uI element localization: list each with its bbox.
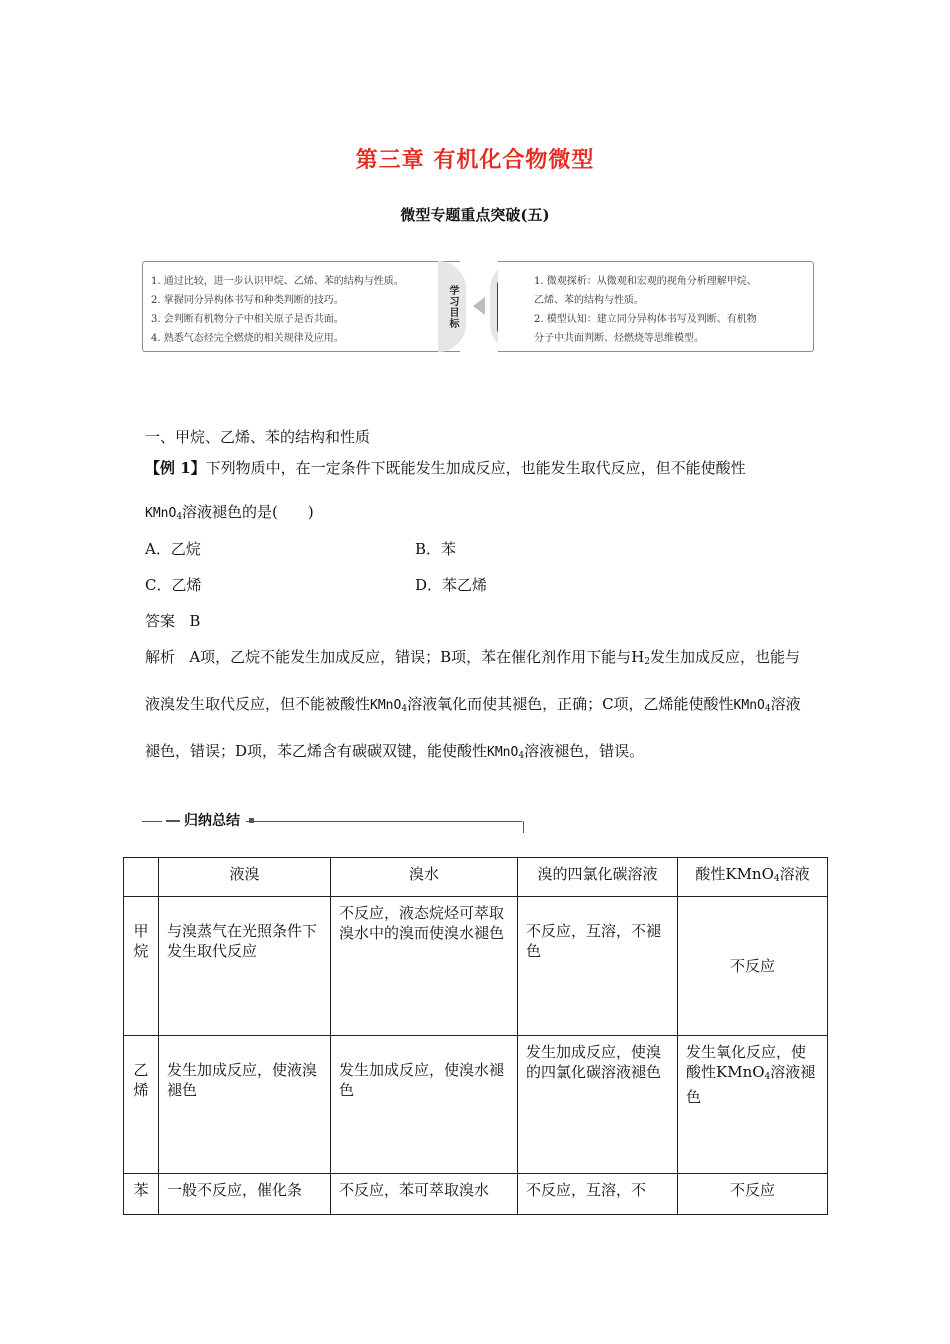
arrow-left-icon [473, 297, 485, 315]
formula-text: KMnO [487, 745, 519, 760]
goal-item: 2. 掌握同分异构体书写和种类判断的技巧。 [151, 295, 344, 306]
table-cell: 发生加成反应，使溴水褪色 [331, 1036, 518, 1174]
table-header-row [124, 858, 828, 897]
option-a: A．乙烷 [145, 540, 201, 558]
formula-subscript: 4 [518, 751, 525, 761]
question-text: 下列物质中，在一定条件下既能发生加成反应，也能发生取代反应，但不能使酸性 [205, 459, 746, 477]
header-text: 酸性KMnO [695, 865, 774, 883]
answer-value: B [189, 612, 201, 630]
formula-subscript: 4 [764, 704, 771, 714]
formula-text: KMnO [370, 698, 402, 713]
table-cell [678, 1036, 828, 1174]
formula-subscript: 4 [176, 512, 183, 522]
cell-text: 溶液褪色 [686, 1063, 816, 1106]
analysis-label: 解析 [145, 648, 176, 666]
example-tag: 【例 1】 [145, 459, 206, 477]
learning-goals-tab-label: 学习目标 [447, 284, 458, 329]
option-c: C．乙烯 [145, 576, 202, 594]
table-header-cell: 溴的四氯化碳溶液 [518, 858, 678, 897]
table-header-cell: 液溴 [159, 858, 331, 897]
analysis-text: A项，乙烷不能发生加成反应，错误；B项，苯在催化剂作用下能与 [189, 648, 632, 666]
example-question [145, 457, 746, 478]
answer-label: 答案 [145, 612, 176, 630]
formula-subscript: 4 [773, 874, 780, 884]
question-text: 溶液褪色的是( ) [182, 503, 314, 521]
table-row [124, 1036, 828, 1174]
row-header: 苯 [124, 1174, 159, 1215]
table-cell: 一般不反应，催化条 [159, 1174, 331, 1215]
table-cell: 发生加成反应，使液溴褪色 [159, 1036, 331, 1174]
section-heading: 一、甲烷、乙烯、苯的结构和性质 [145, 428, 371, 446]
header-text: 溶液 [779, 865, 810, 883]
analysis-text: 发生加成反应，也能与液溴发生取代反应，但不能被酸性 [145, 648, 801, 713]
summary-table [123, 857, 828, 1215]
table-row [124, 897, 828, 1036]
formula-text: H [631, 648, 645, 666]
analysis-paragraph [145, 636, 815, 777]
analysis-text: 溶液氧化而使其褪色，正确；C项，乙烯能使酸性 [407, 695, 734, 713]
analysis-text: 溶液褪色，错误；D项，苯乙烯含有碳碳双键，能使酸性 [145, 695, 801, 760]
table-cell: 不反应 [678, 897, 828, 1036]
core-literacy-panel [498, 261, 814, 352]
table-row [124, 1174, 828, 1215]
table-cell: 不反应 [678, 1174, 828, 1215]
row-header: 乙烯 [124, 1036, 159, 1174]
learning-goals-panel [142, 261, 460, 352]
table-cell: 不反应，互溶，不褪色 [518, 897, 678, 1036]
summary-header [142, 808, 526, 834]
table-cell: 与溴蒸气在光照条件下发生取代反应 [159, 897, 331, 1036]
formula-subscript: 2 [644, 657, 651, 667]
goal-item: 1. 通过比较，进一步认识甲烷、乙烯、苯的结构与性质。 [151, 276, 404, 287]
option-d: D．苯乙烯 [415, 576, 488, 594]
literacy-item: 1. 微观探析：从微观和宏观的视角分析理解甲烷、 乙烯、苯的结构与性质。 [534, 276, 757, 306]
table-header-cell: 溴水 [331, 858, 518, 897]
formula-subscript: 4 [401, 704, 408, 714]
formula-text: KMnO [733, 698, 765, 713]
formula-subscript: 4 [764, 1072, 771, 1082]
goal-item: 3. 会判断有机物分子中相关原子是否共面。 [151, 314, 344, 325]
literacy-item: 2. 模型认知：建立同分异构体书写及判断、有机物 分子中共面判断、烃燃烧等思维模型。 [534, 314, 757, 344]
summary-label: 归纳总结 [162, 810, 246, 830]
table-cell: 不反应，互溶，不 [518, 1174, 678, 1215]
table-cell: 不反应，苯可萃取溴水 [331, 1174, 518, 1215]
chapter-title: 第三章 有机化合物微型 [355, 147, 595, 173]
summary-rule-corner [523, 821, 524, 833]
formula-text: KMnO [145, 506, 177, 521]
table-header-cell [124, 858, 159, 897]
objectives-box [142, 261, 814, 354]
answer-line [145, 610, 200, 631]
table-header-cell [678, 858, 828, 897]
goal-item: 4. 熟悉气态烃完全燃烧的相关规律及应用。 [151, 333, 344, 344]
cell-text: 发生氧化反应，使酸性KMnO [686, 1043, 807, 1081]
table-cell: 发生加成反应，使溴的四氯化碳溶液褪色 [518, 1036, 678, 1174]
learning-goals-tab [438, 261, 466, 352]
section-subtitle: 微型专题重点突破(五) [400, 206, 550, 224]
example-question-cont [145, 501, 314, 522]
table-cell: 不反应，液态烷烃可萃取溴水中的溴而使溴水褪色 [331, 897, 518, 1036]
row-header: 甲烷 [124, 897, 159, 1036]
analysis-text: 溶液褪色，错误。 [524, 742, 645, 760]
option-b: B．苯 [415, 540, 457, 558]
